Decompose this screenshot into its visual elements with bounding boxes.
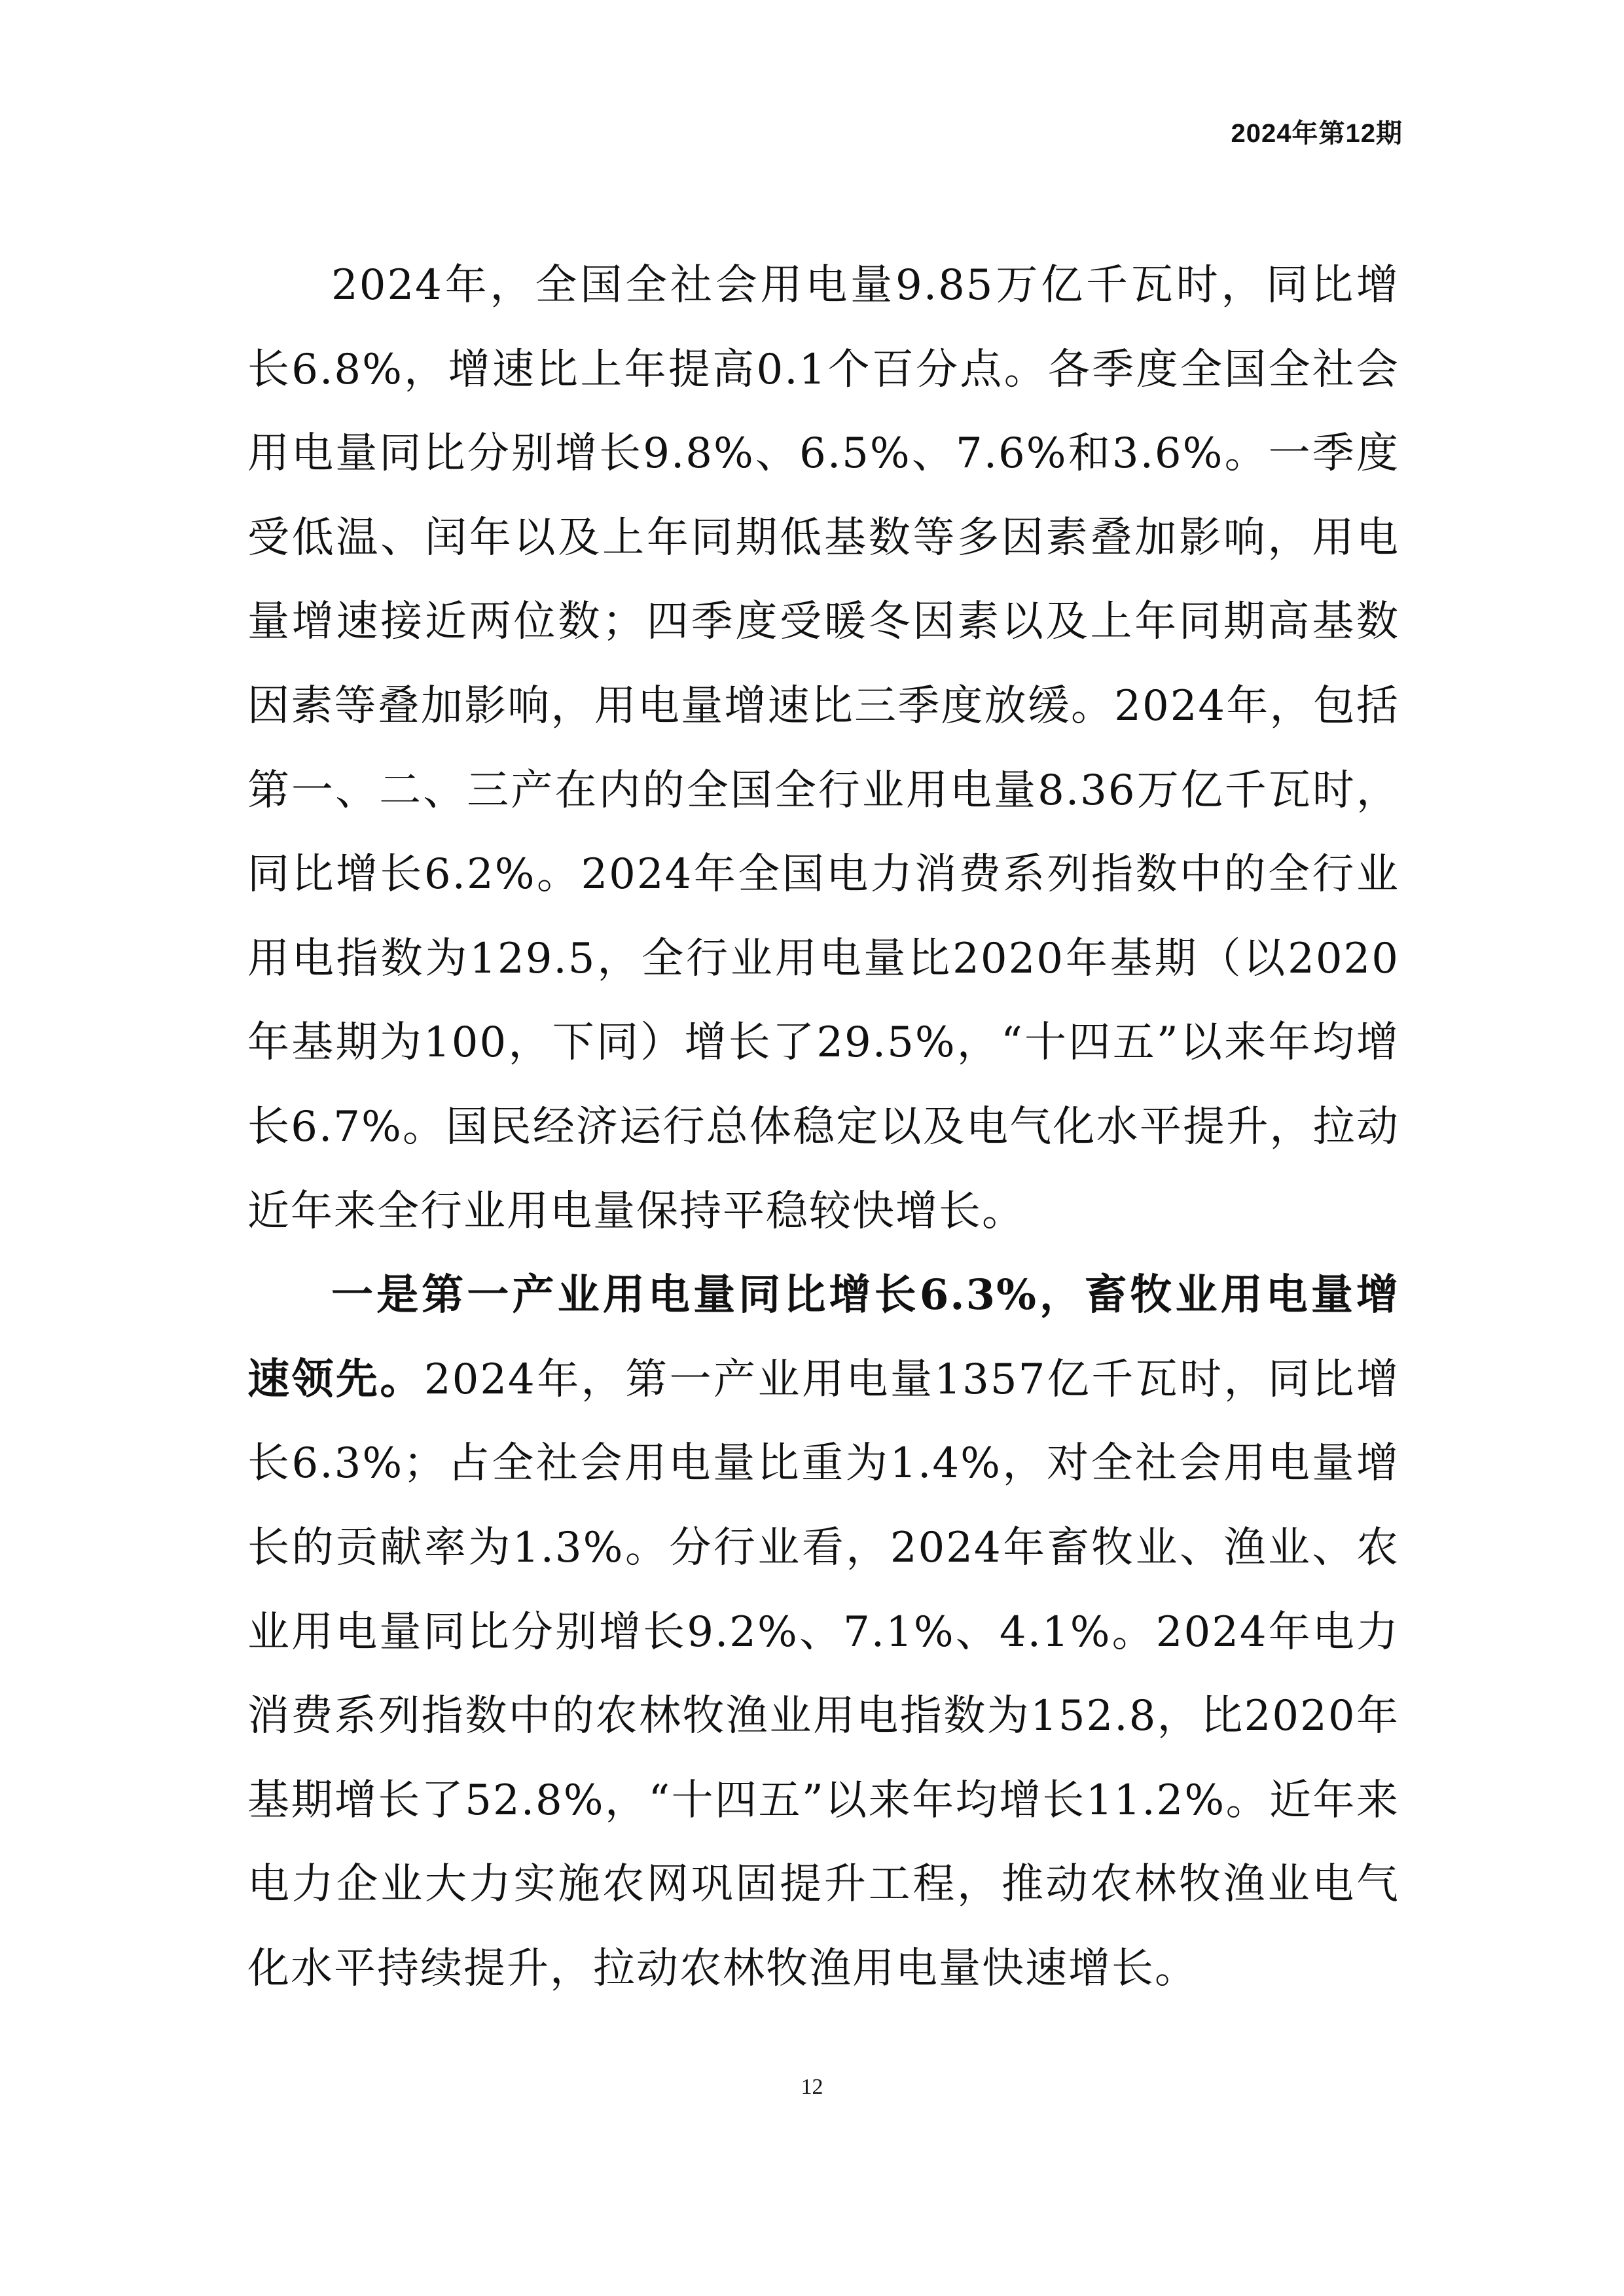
issue-header: 2024年第12期: [1231, 119, 1403, 148]
article-body: [247, 243, 1399, 2011]
paragraph-primary-industry: [247, 1253, 1399, 2011]
paragraph-overview: [247, 243, 1399, 1253]
page-number: 12: [801, 2075, 823, 2099]
paragraph-text: 2024年，第一产业用电量1357亿千瓦时，同比增长6.3%；占全社会用电量比重为1.4%，对全社会用电量增长的贡献率为1.3%。分行业看，2024年畜牧业、渔业、农业用电量同比分别增长9.2%、7.1%、4.1%。2024年电力消费系列指数中的农林牧渔业用电指数为152.8，比2020年基期增长了52.8%，“十四五”以来年均增长11.2%。近年来电力企业大力实施农网巩固提升工程，推动农林牧渔业电气化水平持续提升，拉动农林牧渔用电量快速增长。: [247, 1355, 1400, 1993]
paragraph-lead: 一是第一产业用电量同比增长6.3%，畜牧业用电量增速领先。: [247, 1270, 1399, 1404]
paragraph-text: 2024年，全国全社会用电量9.85万亿千瓦时，同比增长6.8%，增速比上年提高0.1个百分点。各季度全国全社会用电量同比分别增长9.8%、6.5%、7.6%和3.6%。一季度受低温、闰年以及上年同期低基数等多因素叠加影响，用电量增速接近两位数；四季度受暖冬因素以及上年同期高基数因素等叠加影响，用电量增速比三季度放缓。2024年，包括第一、二、三产在内的全国全行业用电量8.36万亿千瓦时，同比增长6.2%。2024年全国电力消费系列指数中的全行业用电指数为129.5，全行业用电量比2020年基期（以2020年基期为100，下同）增长了29.5%，“十四五”以来年均增长6.7%。国民经济运行总体稳定以及电气化水平提升，拉动近年来全行业用电量保持平稳较快增长。: [247, 261, 1399, 1236]
